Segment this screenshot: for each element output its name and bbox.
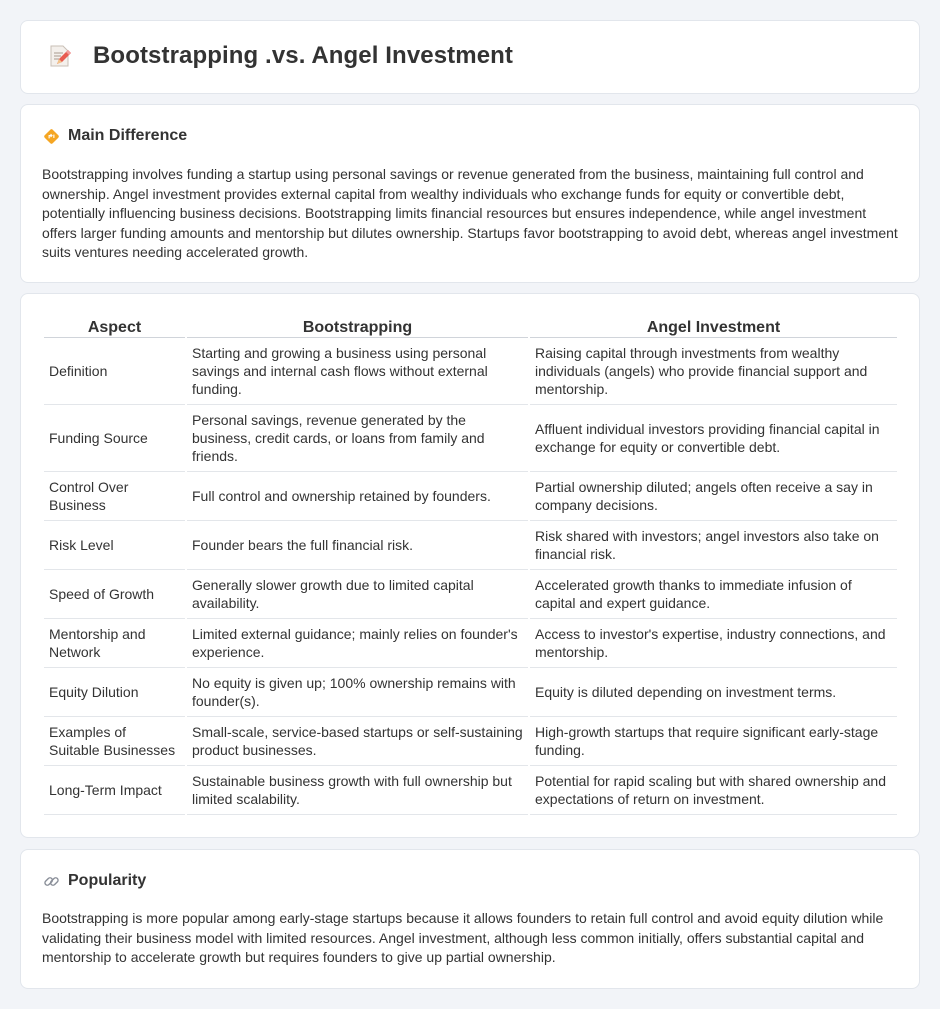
bootstrapping-cell: Sustainable business growth with full ownership but limited scalability. <box>187 766 528 815</box>
bootstrapping-cell: Founder bears the full financial risk. <box>187 521 528 570</box>
angel-cell: Equity is diluted depending on investment terms. <box>530 668 897 717</box>
aspect-cell: Risk Level <box>44 521 185 570</box>
document-pencil-icon <box>47 43 73 69</box>
angel-cell: Partial ownership diluted; angels often receive a say in company decisions. <box>530 472 897 521</box>
main-difference-heading <box>43 127 187 145</box>
popularity-heading <box>43 872 146 890</box>
table-row <box>44 405 897 472</box>
table-row <box>44 570 897 619</box>
bootstrapping-cell: Generally slower growth due to limited capital availability. <box>187 570 528 619</box>
angel-cell: Raising capital through investments from wealthy individuals (angels) who provide financial support and mentorship. <box>530 338 897 405</box>
header-aspect: Aspect <box>44 316 185 338</box>
table-row <box>44 766 897 815</box>
angel-cell: Potential for rapid scaling but with shared ownership and expectations of return on investment. <box>530 766 897 815</box>
angel-cell: Affluent individual investors providing financial capital in exchange for equity or convertible debt. <box>530 405 897 472</box>
table-row <box>44 668 897 717</box>
table-row <box>44 521 897 570</box>
bootstrapping-cell: Personal savings, revenue generated by the business, credit cards, or loans from family and friends. <box>187 405 528 472</box>
aspect-cell: Mentorship and Network <box>44 619 185 668</box>
table-row <box>44 338 897 405</box>
header-angel-investment: Angel Investment <box>530 316 897 338</box>
aspect-cell: Examples of Suitable Businesses <box>44 717 185 766</box>
bootstrapping-cell: Small-scale, service-based startups or self-sustaining product businesses. <box>187 717 528 766</box>
bootstrapping-cell: No equity is given up; 100% ownership remains with founder(s). <box>187 668 528 717</box>
angel-cell: Access to investor's expertise, industry connections, and mentorship. <box>530 619 897 668</box>
header <box>47 42 513 70</box>
bootstrapping-cell: Full control and ownership retained by founders. <box>187 472 528 521</box>
popularity-text: Bootstrapping is more popular among early-stage startups because it allows founders to retain full control and avoid equity dilution while validating their business model with limited resources. Angel investment, although less common initially, offers substantial capital and mentorship to accelerate growth but requires founders to give up partial ownership. <box>42 910 884 965</box>
comparison-table <box>42 316 899 815</box>
angel-cell: Accelerated growth thanks to immediate infusion of capital and expert guidance. <box>530 570 897 619</box>
angel-cell: High-growth startups that require significant early-stage funding. <box>530 717 897 766</box>
main-difference-text: Bootstrapping involves funding a startup using personal savings or revenue generated from the business, maintaining full control and ownership. Angel investment provides external capital from wealthy individuals who exchange funds for equity or convertible debt, potentially influencing business decisions. Bootstrapping limits financial resources but ensures independence, while angel investment offers larger funding amounts and mentorship but dilutes ownership. Startups favor bootstrapping to avoid debt, whereas angel investment suits ventures needing accelerated growth. <box>42 166 898 260</box>
comparison-card <box>20 293 920 838</box>
aspect-cell: Funding Source <box>44 405 185 472</box>
angel-cell: Risk shared with investors; angel investors also take on financial risk. <box>530 521 897 570</box>
main-difference-card <box>20 104 920 283</box>
header-bootstrapping: Bootstrapping <box>187 316 528 338</box>
aspect-cell: Definition <box>44 338 185 405</box>
table-row <box>44 619 897 668</box>
link-icon <box>43 873 60 890</box>
aspect-cell: Equity Dilution <box>44 668 185 717</box>
bootstrapping-cell: Limited external guidance; mainly relies on founder's experience. <box>187 619 528 668</box>
popularity-card <box>20 849 920 989</box>
bootstrapping-cell: Starting and growing a business using personal savings and internal cash flows without external funding. <box>187 338 528 405</box>
table-header-row <box>44 316 897 338</box>
aspect-cell: Speed of Growth <box>44 570 185 619</box>
header-card <box>20 20 920 94</box>
aspect-cell: Long-Term Impact <box>44 766 185 815</box>
table-row <box>44 472 897 521</box>
table-row <box>44 717 897 766</box>
page-title: Bootstrapping .vs. Angel Investment <box>93 42 513 69</box>
diamond-sign-icon <box>43 128 60 145</box>
main-difference-title: Main Difference <box>68 127 188 144</box>
aspect-cell: Control Over Business <box>44 472 185 521</box>
popularity-title: Popularity <box>68 872 147 889</box>
